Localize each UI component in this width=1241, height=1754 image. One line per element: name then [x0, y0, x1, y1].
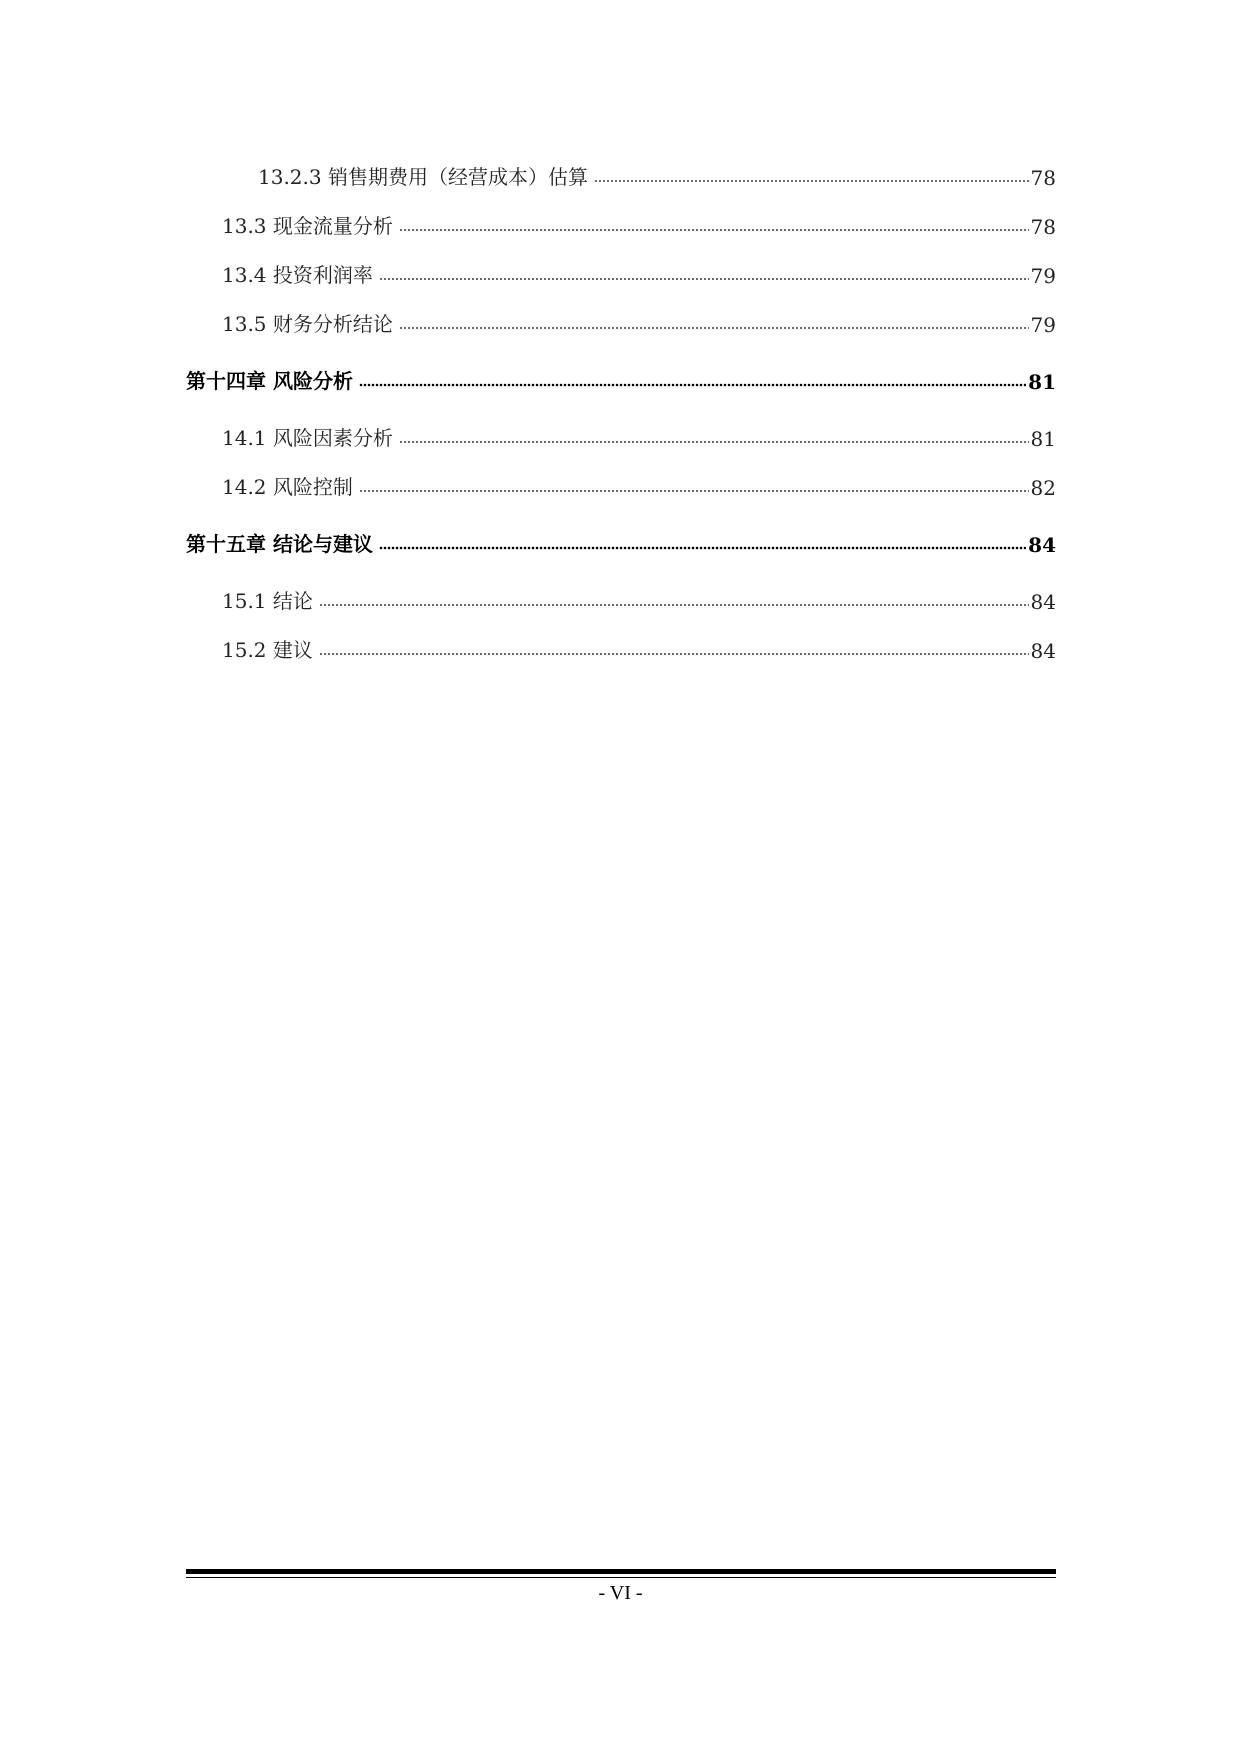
toc-entry-label: 14.2 风险控制 — [222, 475, 353, 499]
page-number: - VI - — [598, 1582, 643, 1604]
dot-leader — [399, 227, 1029, 233]
footer-rule-thin — [186, 1577, 1056, 1578]
toc-entry-page: 84 — [1030, 590, 1056, 614]
toc-entry-14-1[interactable] — [186, 419, 1056, 451]
toc-entry-page: 81 — [1028, 370, 1056, 394]
toc-entry-page: 84 — [1030, 639, 1056, 663]
toc-entry-page: 79 — [1030, 264, 1056, 288]
dot-leader — [359, 488, 1029, 494]
toc-entry-page: 79 — [1030, 313, 1056, 337]
toc-entry-label: 15.1 结论 — [222, 589, 313, 613]
dot-leader — [319, 651, 1029, 657]
dot-leader — [379, 276, 1029, 282]
dot-leader — [594, 178, 1029, 184]
dot-leader — [319, 602, 1029, 608]
toc-entry-page: 81 — [1030, 427, 1056, 451]
toc-entry-page: 82 — [1030, 476, 1056, 500]
toc-entry-13-4[interactable] — [186, 256, 1056, 288]
toc-entry-chapter-15[interactable] — [186, 525, 1056, 557]
toc-entry-page: 84 — [1028, 533, 1056, 557]
toc-entry-label: 14.1 风险因素分析 — [222, 426, 393, 450]
toc-entry-15-2[interactable] — [186, 631, 1056, 663]
toc-entry-13-5[interactable] — [186, 305, 1056, 337]
toc-entry-15-1[interactable] — [186, 582, 1056, 614]
toc-entry-label: 13.3 现金流量分析 — [222, 214, 393, 238]
footer-rule-thick — [186, 1569, 1056, 1574]
toc-entry-chapter-14[interactable] — [186, 362, 1056, 394]
toc-entry-label: 13.5 财务分析结论 — [222, 312, 393, 336]
toc-entry-14-2[interactable] — [186, 468, 1056, 500]
toc-entry-label: 13.2.3 销售期费用（经营成本）估算 — [258, 165, 588, 189]
toc-entry-label: 第十五章 结论与建议 — [186, 532, 373, 556]
toc-entry-page: 78 — [1030, 166, 1056, 190]
toc-entry-label: 13.4 投资利润率 — [222, 263, 373, 287]
toc-entry-13-2-3[interactable] — [186, 158, 1056, 190]
dot-leader — [399, 325, 1029, 331]
toc-entry-label: 第十四章 风险分析 — [186, 369, 353, 393]
dot-leader — [379, 545, 1026, 551]
dot-leader — [359, 382, 1026, 388]
toc-entry-page: 78 — [1030, 215, 1056, 239]
toc-entry-13-3[interactable] — [186, 207, 1056, 239]
toc-entry-label: 15.2 建议 — [222, 638, 313, 662]
dot-leader — [399, 439, 1029, 445]
